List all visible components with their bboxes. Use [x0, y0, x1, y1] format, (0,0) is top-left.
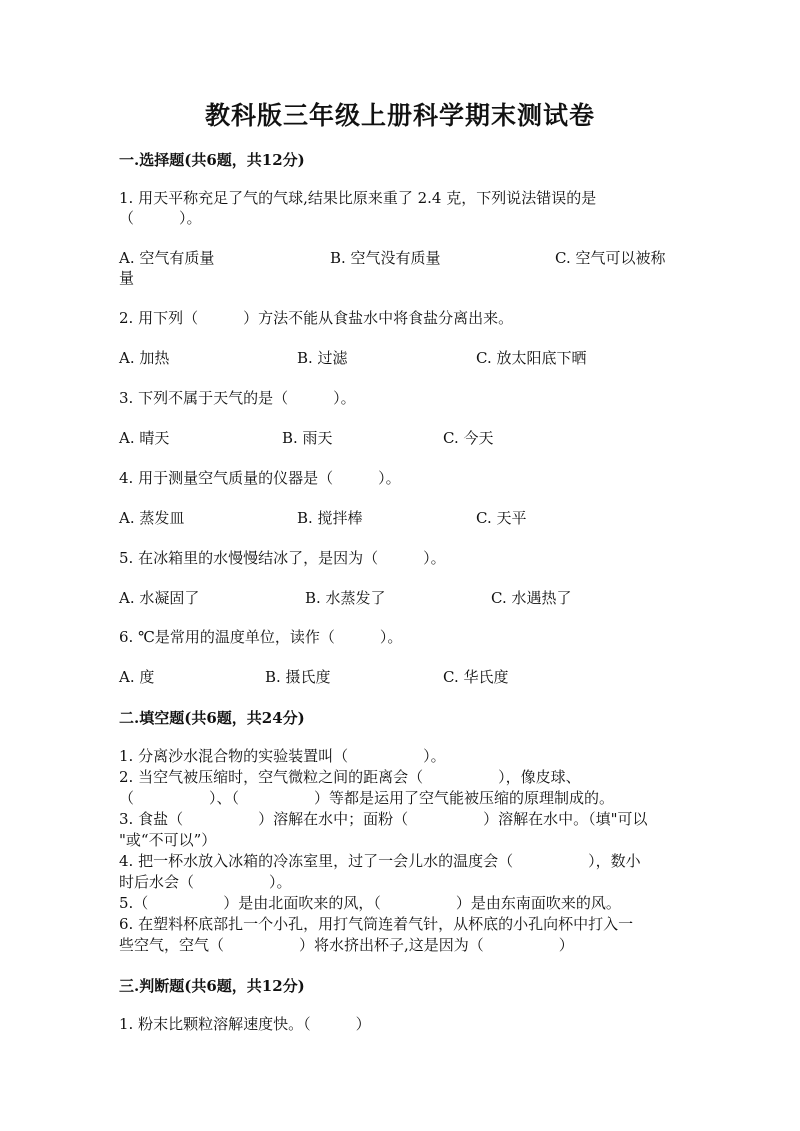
section-heading-fill-blank: 二.填空题(共6题，共24分) — [119, 709, 305, 727]
question-stem: 4. 用于测量空气质量的仪器是（ ）。 — [119, 469, 401, 487]
question-stem: 1. 用天平称充足了气的气球,结果比原来重了 2.4 克，下列说法错误的是 — [119, 189, 597, 207]
question-stem: 5. 在冰箱里的水慢慢结冰了，是因为（ ）。 — [119, 549, 446, 567]
option-a: A. 水凝固了 — [119, 589, 200, 607]
fill-line: 2. 当空气被压缩时，空气微粒之间的距离会（ ），像皮球、 — [119, 768, 581, 786]
option-c: C. 天平 — [476, 509, 527, 527]
question-stem-continued: （ ）。 — [119, 209, 202, 227]
section-heading-true-false: 三.判断题(共6题，共12分) — [119, 977, 305, 995]
option-c-wrap: 量 — [119, 269, 135, 287]
question-stem: 6. ℃是常用的温度单位，读作（ ）。 — [119, 628, 403, 646]
option-b: B. 过滤 — [297, 349, 348, 367]
section-heading-choice: 一.选择题(共6题，共12分) — [119, 151, 305, 169]
fill-line: （ ）、（ ）等都是运用了空气能被压缩的原理制成的。 — [119, 789, 615, 807]
option-c: C. 水遇热了 — [491, 589, 572, 607]
option-a: A. 度 — [119, 668, 155, 686]
fill-line: 些空气，空气（ ）将水挤出杯子,这是因为（ ） — [119, 936, 574, 954]
fill-line: 1. 分离沙水混合物的实验装置叫（ ）。 — [119, 747, 446, 765]
fill-line: 6. 在塑料杯底部扎一个小孔，用打气筒连着气针，从杯底的小孔向杯中打入一 — [119, 915, 634, 933]
option-a: A. 晴天 — [119, 429, 170, 447]
question-stem: 1. 粉末比颗粒溶解速度快。（ ） — [119, 1015, 371, 1033]
fill-line: 5.（ ）是由北面吹来的风，（ ）是由东南面吹来的风。 — [119, 894, 621, 912]
question-stem: 3. 下列不属于天气的是（ ）。 — [119, 389, 356, 407]
option-b: B. 雨天 — [282, 429, 333, 447]
fill-line: 时后水会（ ）。 — [119, 873, 292, 891]
question-stem: 2. 用下列（ ）方法不能从食盐水中将食盐分离出来。 — [119, 309, 514, 327]
fill-line: 4. 把一杯水放入冰箱的冷冻室里，过了一会儿水的温度会（ ），数小 — [119, 852, 641, 870]
fill-line: 3. 食盐（ ）溶解在水中；面粉（ ）溶解在水中。（填"可以 — [119, 810, 648, 828]
option-b: B. 水蒸发了 — [305, 589, 386, 607]
page-title: 教科版三年级上册科学期末测试卷 — [204, 101, 595, 130]
option-c: C. 空气可以被称 — [555, 249, 666, 267]
option-a: A. 蒸发皿 — [119, 509, 185, 527]
option-c: C. 华氏度 — [443, 668, 509, 686]
option-c: C. 放太阳底下晒 — [476, 349, 587, 367]
option-a: A. 加热 — [119, 349, 170, 367]
option-c: C. 今天 — [443, 429, 494, 447]
option-a: A. 空气有质量 — [119, 249, 215, 267]
option-b: B. 搅拌棒 — [297, 509, 363, 527]
fill-line: "或“不可以”） — [119, 831, 217, 849]
option-b: B. 摄氏度 — [265, 668, 331, 686]
option-b: B. 空气没有质量 — [330, 249, 441, 267]
